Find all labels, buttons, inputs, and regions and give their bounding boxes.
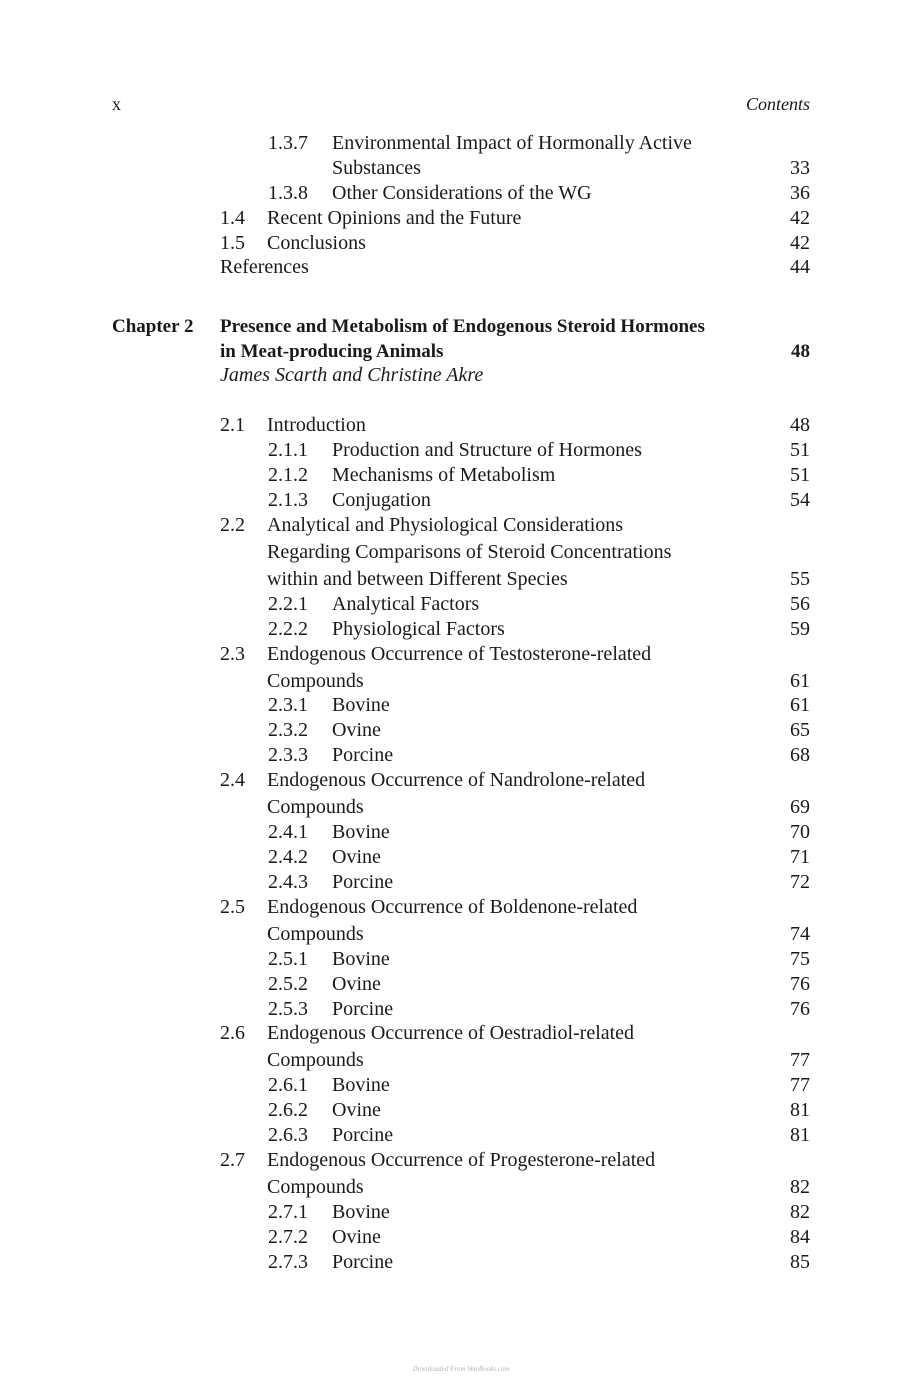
- entry-title: within and between Different Species: [267, 568, 568, 590]
- entry-page: 51: [790, 439, 810, 461]
- entry-number: 2.5: [220, 896, 245, 918]
- toc-entry: [0, 617, 922, 642]
- entry-page: 72: [790, 871, 810, 893]
- entry-number: 2.7.1: [268, 1201, 308, 1223]
- entry-number: 2.6.1: [268, 1074, 308, 1096]
- entry-number: 2.6.2: [268, 1099, 308, 1121]
- entry-title: Porcine: [332, 1124, 394, 1146]
- entry-page: 77: [790, 1074, 810, 1096]
- entry-page: 81: [790, 1099, 810, 1121]
- toc-entry: [0, 669, 922, 694]
- toc-entry: [0, 1073, 922, 1098]
- entry-page: 42: [790, 207, 810, 229]
- entry-number: 2.2: [220, 514, 245, 536]
- toc-entry: [0, 870, 922, 895]
- toc-entry: [0, 1175, 922, 1200]
- entry-title: Bovine: [332, 694, 390, 716]
- entry-page: 71: [790, 846, 810, 868]
- chapter-authors-text: James Scarth and Christine Akre: [220, 364, 484, 386]
- toc-entry: [0, 1225, 922, 1250]
- entry-page: 33: [790, 157, 810, 179]
- entry-number: 2.6.3: [268, 1124, 308, 1146]
- toc-entry: [0, 1048, 922, 1073]
- entry-title: Bovine: [332, 948, 390, 970]
- toc-entry: [0, 820, 922, 845]
- entry-title: Compounds: [267, 1176, 364, 1198]
- entry-number: 2.4.3: [268, 871, 308, 893]
- entry-number: 1.3.7: [268, 132, 308, 154]
- toc-entry: [0, 922, 922, 947]
- toc-entry: [0, 795, 922, 820]
- chapter-authors: [0, 363, 922, 388]
- entry-title: Endogenous Occurrence of Progesterone-related: [267, 1149, 656, 1171]
- toc-entry: [0, 540, 922, 565]
- entry-title: Conjugation: [332, 489, 431, 511]
- entry-title: Bovine: [332, 821, 390, 843]
- entry-title: Compounds: [267, 1049, 364, 1071]
- entry-title: Compounds: [267, 796, 364, 818]
- entry-page: 44: [790, 256, 810, 278]
- entry-page: 69: [790, 796, 810, 818]
- entry-number: 2.7.2: [268, 1226, 308, 1248]
- running-head-title: Contents: [745, 94, 810, 114]
- entry-title: Porcine: [332, 998, 394, 1020]
- entry-page: 51: [790, 464, 810, 486]
- entry-page: 61: [790, 694, 810, 716]
- entry-title: Production and Structure of Hormones: [332, 439, 642, 461]
- entry-title: Regarding Comparisons of Steroid Concentrations: [267, 541, 672, 563]
- entry-number: 2.7.3: [268, 1251, 308, 1273]
- entry-title: References: [220, 256, 309, 278]
- chapter-heading: [0, 314, 922, 339]
- entry-number: 2.2.1: [268, 593, 308, 615]
- entry-title: Bovine: [332, 1074, 390, 1096]
- entry-title: Physiological Factors: [332, 618, 505, 640]
- entry-title: Mechanisms of Metabolism: [332, 464, 556, 486]
- toc-entry: [0, 1021, 922, 1046]
- entry-number: 2.2.2: [268, 618, 308, 640]
- entry-page: 82: [790, 1201, 810, 1223]
- entry-title: Analytical Factors: [332, 593, 480, 615]
- toc-entry: [0, 1123, 922, 1148]
- toc-entry: [0, 768, 922, 793]
- entry-title: Other Considerations of the WG: [332, 182, 592, 204]
- toc-entry-references: [0, 255, 922, 280]
- entry-page: 54: [790, 489, 810, 511]
- entry-title: Porcine: [332, 871, 394, 893]
- chapter-label: Chapter 2: [112, 316, 194, 337]
- toc-entry: [0, 413, 922, 438]
- entry-number: 2.5.1: [268, 948, 308, 970]
- toc-entry: [0, 131, 922, 156]
- entry-number: 2.1.2: [268, 464, 308, 486]
- toc-entry: [0, 743, 922, 768]
- entry-title: Compounds: [267, 923, 364, 945]
- entry-number: 1.3.8: [268, 182, 308, 204]
- toc-entry: [0, 693, 922, 718]
- toc-entry: [0, 206, 922, 231]
- entry-page: 84: [790, 1226, 810, 1248]
- toc-entry: [0, 1250, 922, 1275]
- entry-title: Recent Opinions and the Future: [267, 207, 522, 229]
- entry-number: 2.4.1: [268, 821, 308, 843]
- entry-number: 2.3.3: [268, 744, 308, 766]
- toc-entry: [0, 488, 922, 513]
- entry-page: 68: [790, 744, 810, 766]
- toc-entry: [0, 438, 922, 463]
- toc-entry: [0, 1148, 922, 1173]
- entry-page: 36: [790, 182, 810, 204]
- toc-entry: [0, 592, 922, 617]
- entry-number: 2.4.2: [268, 846, 308, 868]
- entry-title: Endogenous Occurrence of Oestradiol-related: [267, 1022, 635, 1044]
- entry-title: Ovine: [332, 719, 381, 741]
- entry-page: 76: [790, 973, 810, 995]
- entry-page: 65: [790, 719, 810, 741]
- entry-title: Ovine: [332, 1099, 381, 1121]
- toc-entry: [0, 895, 922, 920]
- download-watermark: Downloaded From VeteBooks.com: [412, 1365, 510, 1373]
- entry-page: 70: [790, 821, 810, 843]
- entry-title: Conclusions: [267, 232, 366, 254]
- entry-page: 82: [790, 1176, 810, 1198]
- page-number: x: [112, 94, 121, 114]
- entry-page: 76: [790, 998, 810, 1020]
- entry-title: Compounds: [267, 670, 364, 692]
- entry-page: 59: [790, 618, 810, 640]
- entry-title: Porcine: [332, 1251, 394, 1273]
- entry-number: 2.1.3: [268, 489, 308, 511]
- entry-number: 2.5.2: [268, 973, 308, 995]
- entry-page: 42: [790, 232, 810, 254]
- entry-title: Endogenous Occurrence of Boldenone-related: [267, 896, 638, 918]
- entry-title: Ovine: [332, 973, 381, 995]
- chapter-title: in Meat-producing Animals: [220, 341, 444, 362]
- entry-number: 2.3.1: [268, 694, 308, 716]
- toc-entry: [0, 947, 922, 972]
- entry-page: 75: [790, 948, 810, 970]
- chapter-page: 48: [791, 341, 810, 362]
- entry-title: Environmental Impact of Hormonally Active: [332, 132, 692, 154]
- entry-page: 74: [790, 923, 810, 945]
- entry-title: Analytical and Physiological Considerations: [267, 514, 624, 536]
- entry-title: Introduction: [267, 414, 366, 436]
- toc-entry: [0, 997, 922, 1022]
- chapter-title: Presence and Metabolism of Endogenous Steroid Hormones: [220, 316, 705, 337]
- entry-page: 77: [790, 1049, 810, 1071]
- entry-title: Bovine: [332, 1201, 390, 1223]
- entry-number: 1.5: [220, 232, 245, 254]
- entry-page: 55: [790, 568, 810, 590]
- entry-title: Ovine: [332, 846, 381, 868]
- entry-number: 2.7: [220, 1149, 245, 1171]
- toc-entry: [0, 156, 922, 181]
- entry-page: 61: [790, 670, 810, 692]
- entry-page: 85: [790, 1251, 810, 1273]
- entry-number: 2.6: [220, 1022, 245, 1044]
- toc-entry: [0, 845, 922, 870]
- toc-entry: [0, 1200, 922, 1225]
- entry-title: Endogenous Occurrence of Testosterone-related: [267, 643, 652, 665]
- entry-page: 48: [790, 414, 810, 436]
- toc-entry: [0, 231, 922, 256]
- entry-page: 81: [790, 1124, 810, 1146]
- entry-number: 2.1.1: [268, 439, 308, 461]
- entry-title: Porcine: [332, 744, 394, 766]
- toc-entry: [0, 463, 922, 488]
- entry-title: Substances: [332, 157, 421, 179]
- toc-entry: [0, 718, 922, 743]
- entry-number: 2.3.2: [268, 719, 308, 741]
- entry-number: 1.4: [220, 207, 245, 229]
- entry-number: 2.1: [220, 414, 245, 436]
- entry-number: 2.5.3: [268, 998, 308, 1020]
- entry-number: 2.3: [220, 643, 245, 665]
- toc-entry: [0, 513, 922, 538]
- toc-entry: [0, 181, 922, 206]
- toc-entry: [0, 972, 922, 997]
- entry-title: Ovine: [332, 1226, 381, 1248]
- toc-entry: [0, 1098, 922, 1123]
- toc-entry: [0, 567, 922, 592]
- toc-entry: [0, 642, 922, 667]
- entry-number: 2.4: [220, 769, 245, 791]
- entry-title: Endogenous Occurrence of Nandrolone-related: [267, 769, 646, 791]
- entry-page: 56: [790, 593, 810, 615]
- chapter-heading: [0, 339, 922, 364]
